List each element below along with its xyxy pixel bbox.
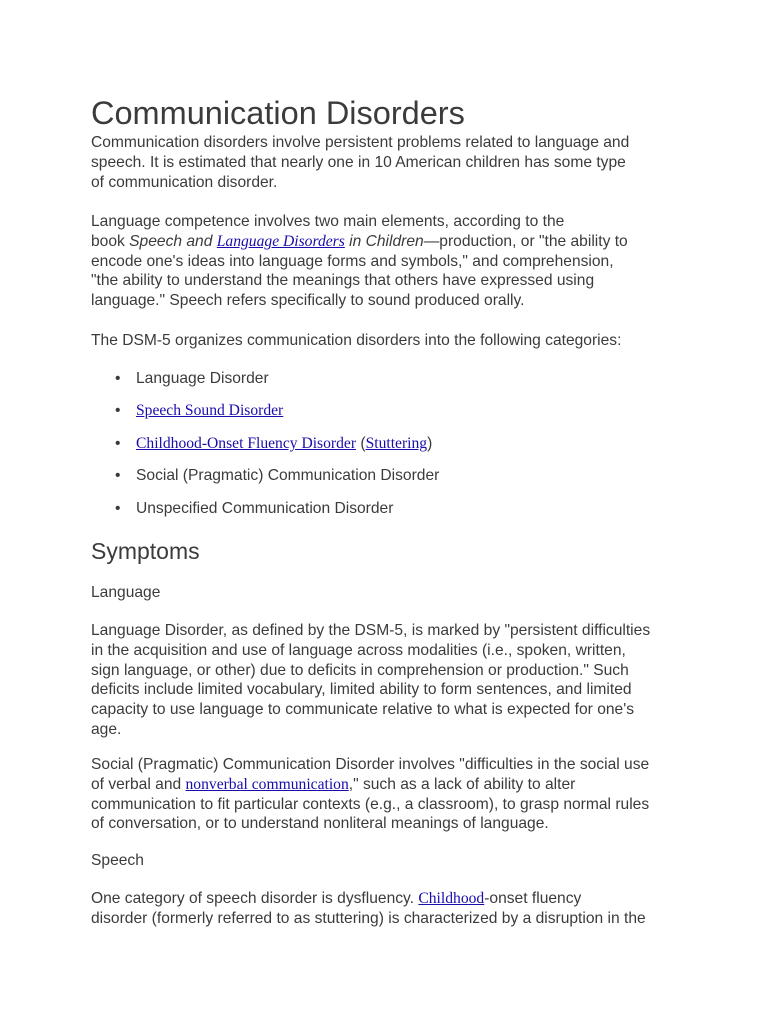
language-disorder-line: in the acquisition and use of language across modalities (i.e., spoken, written,: [91, 641, 626, 659]
bullet-icon: •: [115, 499, 121, 517]
language-disorder-line: age.: [91, 720, 122, 738]
competence-paragraph: [91, 212, 691, 311]
dysfluency-line: disorder (formerly referred to as stuttering) is characterized by a disruption in the: [91, 909, 646, 927]
childhood-onset-fluency-disorder-link[interactable]: Childhood-Onset Fluency Disorder: [136, 434, 357, 452]
intro-line: of communication disorder.: [91, 173, 278, 191]
competence-line: encode one's ideas into language forms and symbols," and comprehension,: [91, 252, 614, 270]
competence-production-text: —production, or "the ability to: [423, 232, 628, 250]
competence-line: language." Speech refers specifically to sound produced orally.: [91, 292, 525, 310]
speech-sound-disorder-link[interactable]: Speech Sound Disorder: [136, 402, 284, 420]
categories-list: [91, 369, 439, 531]
competence-line: [91, 232, 691, 252]
dysfluency-line: [91, 889, 691, 909]
social-line: [91, 775, 691, 795]
list-item: [91, 369, 439, 401]
language-disorders-link[interactable]: [217, 233, 345, 250]
intro-paragraph: [91, 133, 691, 192]
social-line: communication to fit particular contexts (e.g., a classroom), to grasp normal rules: [91, 795, 650, 813]
list-item-text: Language Disorder: [136, 370, 269, 387]
dsm-intro-paragraph: [91, 331, 691, 351]
language-disorder-paragraph: [91, 621, 691, 740]
list-item: [91, 401, 439, 433]
speech-subheading: [91, 851, 691, 871]
bullet-icon: •: [115, 402, 121, 420]
language-disorder-line: Language Disorder, as defined by the DSM-5, is marked by "persistent difficulties: [91, 622, 651, 639]
bullet-icon: •: [115, 370, 121, 387]
list-item-text: Unspecified Communication Disorder: [136, 499, 394, 517]
social-line: Social (Pragmatic) Communication Disorder involves "difficulties in the social use: [91, 756, 650, 773]
language-disorder-line: sign language, or other) due to deficits in comprehension or production." Such: [91, 661, 629, 679]
social-paragraph: [91, 755, 691, 834]
dsm-intro-line: The DSM-5 organizes communication disorders into the following categories:: [91, 332, 622, 349]
list-item: [91, 466, 439, 498]
competence-line: Language competence involves two main elements, according to the: [91, 213, 565, 230]
language-disorder-line: capacity to use language to communicate relative to what is expected for one's: [91, 701, 635, 719]
list-item: [91, 434, 439, 466]
competence-book-text: book: [91, 232, 130, 250]
dysfluency-onset-text: -onset fluency: [484, 890, 582, 907]
list-item-text: Social (Pragmatic) Communication Disorder: [136, 467, 440, 485]
competence-line: "the ability to understand the meanings that others have expressed using: [91, 272, 595, 290]
book-title-italic-end: in Children: [344, 232, 424, 250]
social-verbal-text: of verbal and: [91, 775, 186, 793]
nonverbal-communication-link[interactable]: nonverbal communication: [185, 775, 349, 793]
language-subheading-text: Language: [91, 584, 161, 601]
bullet-icon: •: [115, 434, 121, 452]
page-title: Communication Disorders: [91, 95, 465, 131]
list-item: [91, 499, 439, 531]
language-disorder-line: deficits include limited vocabulary, limited ability to form sentences, and limited: [91, 681, 632, 699]
childhood-link[interactable]: Childhood: [418, 890, 485, 907]
dysfluency-paragraph: [91, 889, 691, 929]
stuttering-link[interactable]: Stuttering: [365, 434, 428, 452]
intro-line: speech. It is estimated that nearly one in 10 American children has some type: [91, 153, 626, 171]
dysfluency-text: One category of speech disorder is dysfluency.: [91, 890, 419, 907]
speech-subheading-text: Speech: [91, 852, 144, 869]
social-alter-text: ," such as a lack of ability to alter: [348, 775, 576, 793]
book-title-italic: Speech and: [129, 232, 217, 250]
paren-open: (: [356, 434, 366, 452]
symptoms-heading: Symptoms: [91, 538, 200, 564]
intro-line: Communication disorders involve persistent problems related to language and: [91, 134, 630, 151]
bullet-icon: •: [115, 467, 121, 485]
language-subheading: [91, 583, 691, 603]
language-disorders-link-text: Language Disorders: [216, 232, 345, 250]
social-line: of conversation, or to understand nonliteral meanings of language.: [91, 815, 549, 833]
paren-close: ): [427, 434, 433, 452]
